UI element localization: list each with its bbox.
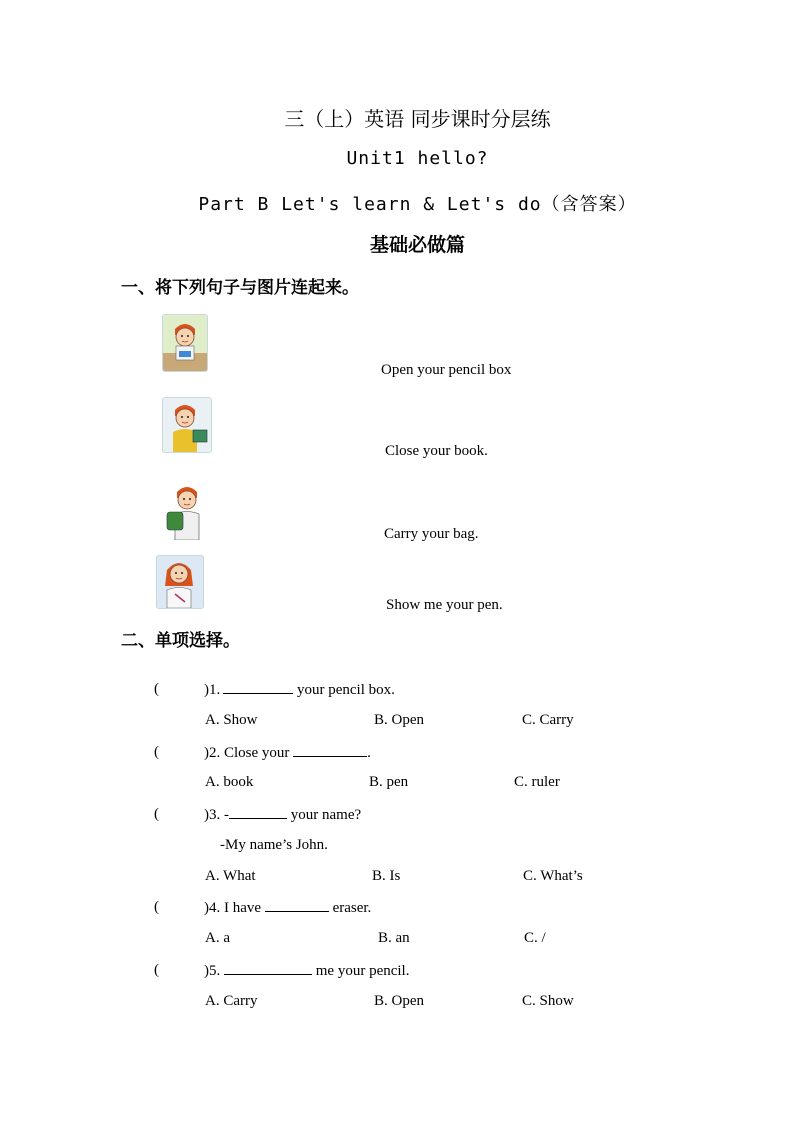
section1-heading: 一、将下列句子与图片连起来。: [121, 278, 359, 298]
question-number: )3.: [204, 807, 221, 823]
question-number: )4.: [204, 900, 221, 916]
sentence-3: Carry your bag.: [384, 526, 479, 542]
option-1b: B. Open: [374, 712, 424, 728]
boy-with-book-picture: [162, 397, 212, 453]
answer-paren-4: (: [154, 899, 159, 915]
question-3-response: -My name’s John.: [220, 837, 328, 853]
question-number: )2.: [204, 745, 221, 761]
question-4: )4. I have eraser.: [204, 900, 372, 916]
option-5c: C. Show: [522, 993, 574, 1009]
option-4c: C. /: [524, 930, 546, 946]
sentence-2: Close your book.: [385, 443, 488, 459]
sentence-4: Show me your pen.: [386, 597, 503, 613]
option-4a: A. a: [205, 930, 230, 946]
sentence-1: Open your pencil box: [381, 362, 512, 378]
page-title: 三（上）英语 同步课时分层练: [284, 107, 551, 131]
part-title: Part B Let's learn & Let's do（含答案）: [198, 194, 637, 215]
option-5a: A. Carry: [205, 993, 258, 1009]
answer-blank[interactable]: [223, 681, 293, 694]
question-1: )1. your pencil box.: [204, 682, 395, 698]
option-3b: B. Is: [372, 868, 401, 884]
question-number: )5.: [204, 963, 221, 979]
question-number: )1.: [204, 682, 221, 698]
option-2c: C. ruler: [514, 774, 560, 790]
option-4b: B. an: [378, 930, 410, 946]
question-2: )2. Close your .: [204, 745, 371, 761]
answer-blank[interactable]: [229, 806, 287, 819]
section2-heading: 二、单项选择。: [121, 631, 240, 651]
unit-title: Unit1 hello?: [346, 148, 489, 169]
answer-blank[interactable]: [293, 744, 367, 757]
boy-with-bag-picture: [162, 481, 210, 541]
answer-paren-5: (: [154, 962, 159, 978]
answer-paren-1: (: [154, 681, 159, 697]
option-2a: A. book: [205, 774, 254, 790]
question-3: )3. - your name?: [204, 807, 362, 823]
level-title: 基础必做篇: [369, 234, 465, 256]
question-5: )5. me your pencil.: [204, 963, 410, 979]
answer-paren-2: (: [154, 744, 159, 760]
option-1c: C. Carry: [522, 712, 574, 728]
option-2b: B. pen: [369, 774, 409, 790]
answer-blank[interactable]: [224, 962, 312, 975]
option-1a: A. Show: [205, 712, 258, 728]
option-3c: C. What’s: [523, 868, 583, 884]
answer-paren-3: (: [154, 806, 159, 822]
boy-with-pencil-box-picture: [162, 314, 208, 372]
option-5b: B. Open: [374, 993, 424, 1009]
option-3a: A. What: [205, 868, 256, 884]
answer-blank[interactable]: [265, 899, 329, 912]
girl-with-pen-picture: [156, 555, 204, 609]
